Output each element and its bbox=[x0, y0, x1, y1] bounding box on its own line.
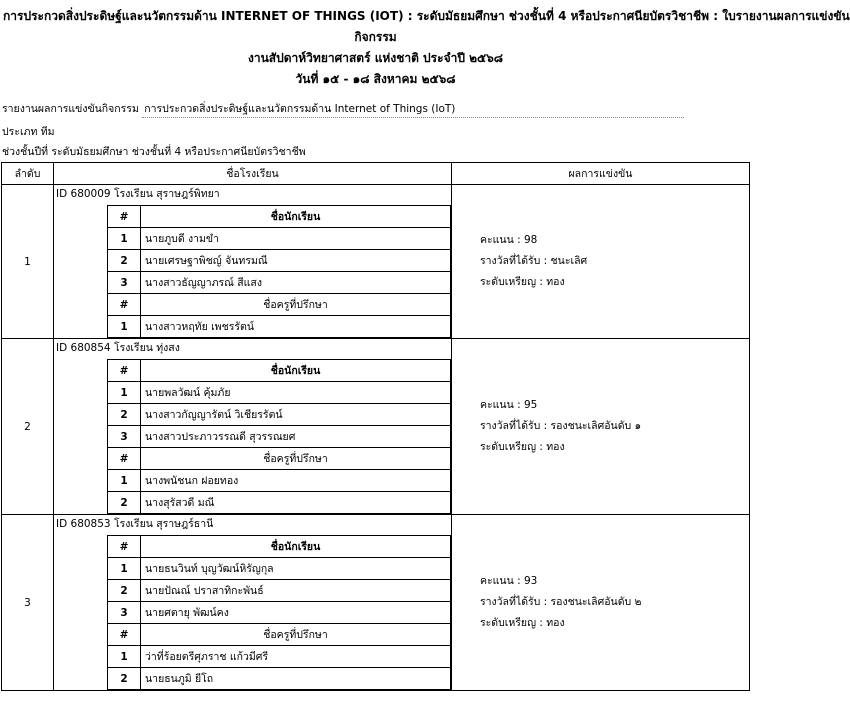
table-row bbox=[2, 185, 750, 339]
student-no: 2 bbox=[108, 580, 141, 602]
student-name: นายธนวินท์ บุญวัฒน์หิรัญกุล bbox=[141, 558, 451, 580]
teachers-header: ชื่อครูที่ปรึกษา bbox=[141, 624, 451, 646]
student-name: นายภูบดี งามขำ bbox=[141, 228, 451, 250]
report-header bbox=[0, 6, 850, 90]
student-name: นายปัณณ์ ปราสาทิกะพันธ์ bbox=[141, 580, 451, 602]
student-row bbox=[108, 558, 451, 580]
students-header-row bbox=[108, 206, 451, 228]
teachers-header-row bbox=[108, 624, 451, 646]
school-cell bbox=[54, 515, 452, 691]
medal-text: ระดับเหรียญ : ทอง bbox=[480, 441, 565, 453]
teacher-name: นางสาวหฤทัย เพชรรัตน์ bbox=[141, 316, 451, 338]
meta-report bbox=[2, 100, 684, 118]
student-name: นายเศรษฐาพิชญ์ จันทรมณี bbox=[141, 250, 451, 272]
teacher-row bbox=[108, 646, 451, 668]
student-row bbox=[108, 272, 451, 294]
col-result-header: ผลการแข่งขัน bbox=[452, 163, 750, 185]
student-no: 2 bbox=[108, 404, 141, 426]
hash-cell: # bbox=[108, 206, 141, 228]
report-label: รายงานผลการแข่งขันกิจกรรม bbox=[2, 103, 139, 115]
student-row bbox=[108, 602, 451, 624]
members-table bbox=[107, 205, 451, 338]
school-name: ID 680009 โรงเรียน สุราษฎร์พิทยา bbox=[56, 188, 220, 200]
teacher-name: นางสุรัสวดี มณี bbox=[141, 492, 451, 514]
students-header-row bbox=[108, 360, 451, 382]
student-name: นางสาวประภาวรรณดี สุวรรณยศ bbox=[141, 426, 451, 448]
award-text: รางวัลที่ได้รับ : รองชนะเลิศอันดับ ๑ bbox=[480, 420, 642, 432]
rank-cell: 1 bbox=[2, 185, 54, 339]
teacher-row bbox=[108, 668, 451, 690]
students-header: ชื่อนักเรียน bbox=[141, 360, 451, 382]
teacher-no: 2 bbox=[108, 492, 141, 514]
meta-type bbox=[2, 123, 55, 140]
teacher-no: 2 bbox=[108, 668, 141, 690]
header-title: การประกวดสิ่งประดิษฐ์และนวัตกรรมด้าน INTERNET OF THINGS (IOT) : ระดับมัธยมศึกษา ช่วงชั้นที่ 4 หรือประกาศนียบัตรวิชาชีพ : ใบรายงานผลการแข่งขัน bbox=[3, 9, 850, 23]
student-row bbox=[108, 250, 451, 272]
level-label: ช่วงชั้นปีที่ bbox=[2, 146, 49, 158]
student-name: นางสาวธัญญาภรณ์ สีแสง bbox=[141, 272, 451, 294]
members-block bbox=[54, 535, 451, 690]
medal-text: ระดับเหรียญ : ทอง bbox=[480, 276, 565, 288]
school-cell bbox=[54, 339, 452, 515]
student-row bbox=[108, 580, 451, 602]
table-header-row bbox=[2, 163, 750, 185]
rank-cell: 3 bbox=[2, 515, 54, 691]
score-text: คะแนน : 93 bbox=[480, 575, 538, 587]
header-event: งานสัปดาห์วิทยาศาสตร์ แห่งชาติ ประจำปี ๒๕๖๘ bbox=[248, 51, 503, 65]
student-no: 3 bbox=[108, 426, 141, 448]
members-block bbox=[54, 205, 451, 338]
result-cell bbox=[452, 185, 750, 339]
student-name: นายพลวัฒน์ คุ้มภัย bbox=[141, 382, 451, 404]
school-name: ID 680853 โรงเรียน สุราษฎร์ธานี bbox=[56, 518, 214, 530]
header-date: วันที่ ๑๕ - ๑๘ สิงหาคม ๒๕๖๘ bbox=[295, 72, 456, 86]
members-table bbox=[107, 359, 451, 514]
teacher-name: ว่าที่ร้อยตรีศุภราช แก้วมีศรี bbox=[141, 646, 451, 668]
members-block bbox=[54, 359, 451, 514]
teachers-header: ชื่อครูที่ปรึกษา bbox=[141, 448, 451, 470]
teacher-name: นายธนภูมิ ยีโถ bbox=[141, 668, 451, 690]
student-no: 3 bbox=[108, 602, 141, 624]
student-row bbox=[108, 382, 451, 404]
student-no: 1 bbox=[108, 228, 141, 250]
award-text: รางวัลที่ได้รับ : ชนะเลิศ bbox=[480, 255, 588, 267]
student-row bbox=[108, 426, 451, 448]
teacher-no: 1 bbox=[108, 316, 141, 338]
student-row bbox=[108, 228, 451, 250]
results-table bbox=[1, 162, 750, 691]
students-header-row bbox=[108, 536, 451, 558]
col-rank-header: ลำดับ bbox=[2, 163, 54, 185]
student-no: 3 bbox=[108, 272, 141, 294]
col-school-header: ชื่อโรงเรียน bbox=[54, 163, 452, 185]
student-no: 2 bbox=[108, 250, 141, 272]
header-activity: กิจกรรม bbox=[354, 30, 397, 44]
score-text: คะแนน : 98 bbox=[480, 234, 538, 246]
score-text: คะแนน : 95 bbox=[480, 399, 538, 411]
teacher-no: 1 bbox=[108, 646, 141, 668]
school-name: ID 680854 โรงเรียน ทุ่งสง bbox=[56, 342, 180, 354]
hash-cell: # bbox=[108, 536, 141, 558]
teachers-header: ชื่อครูที่ปรึกษา bbox=[141, 294, 451, 316]
hash-cell: # bbox=[108, 448, 141, 470]
medal-text: ระดับเหรียญ : ทอง bbox=[480, 617, 565, 629]
result-cell bbox=[452, 515, 750, 691]
meta-level bbox=[2, 143, 306, 160]
report-value: การประกวดสิ่งประดิษฐ์และนวัตกรรมด้าน Internet of Things (IoT) bbox=[142, 100, 684, 118]
teachers-header-row bbox=[108, 448, 451, 470]
rank-cell: 2 bbox=[2, 339, 54, 515]
school-cell bbox=[54, 185, 452, 339]
table-row bbox=[2, 339, 750, 515]
students-header: ชื่อนักเรียน bbox=[141, 536, 451, 558]
students-header: ชื่อนักเรียน bbox=[141, 206, 451, 228]
teacher-row bbox=[108, 470, 451, 492]
table-row bbox=[2, 515, 750, 691]
student-name: นางสาวกัญญารัตน์ วิเชียรรัตน์ bbox=[141, 404, 451, 426]
teacher-no: 1 bbox=[108, 470, 141, 492]
student-no: 1 bbox=[108, 382, 141, 404]
teachers-header-row bbox=[108, 294, 451, 316]
hash-cell: # bbox=[108, 360, 141, 382]
student-row bbox=[108, 404, 451, 426]
members-table bbox=[107, 535, 451, 690]
teacher-row bbox=[108, 492, 451, 514]
hash-cell: # bbox=[108, 624, 141, 646]
result-cell bbox=[452, 339, 750, 515]
student-no: 1 bbox=[108, 558, 141, 580]
award-text: รางวัลที่ได้รับ : รองชนะเลิศอันดับ ๒ bbox=[480, 596, 642, 608]
hash-cell: # bbox=[108, 294, 141, 316]
student-name: นายศตายุ พัฒน์คง bbox=[141, 602, 451, 624]
type-label: ประเภท ทีม bbox=[2, 126, 55, 138]
level-value: ระดับมัธยมศึกษา ช่วงชั้นที่ 4 หรือประกาศนียบัตรวิชาชีพ bbox=[51, 146, 306, 158]
teacher-name: นางพนัชนก ฝอยทอง bbox=[141, 470, 451, 492]
teacher-row bbox=[108, 316, 451, 338]
